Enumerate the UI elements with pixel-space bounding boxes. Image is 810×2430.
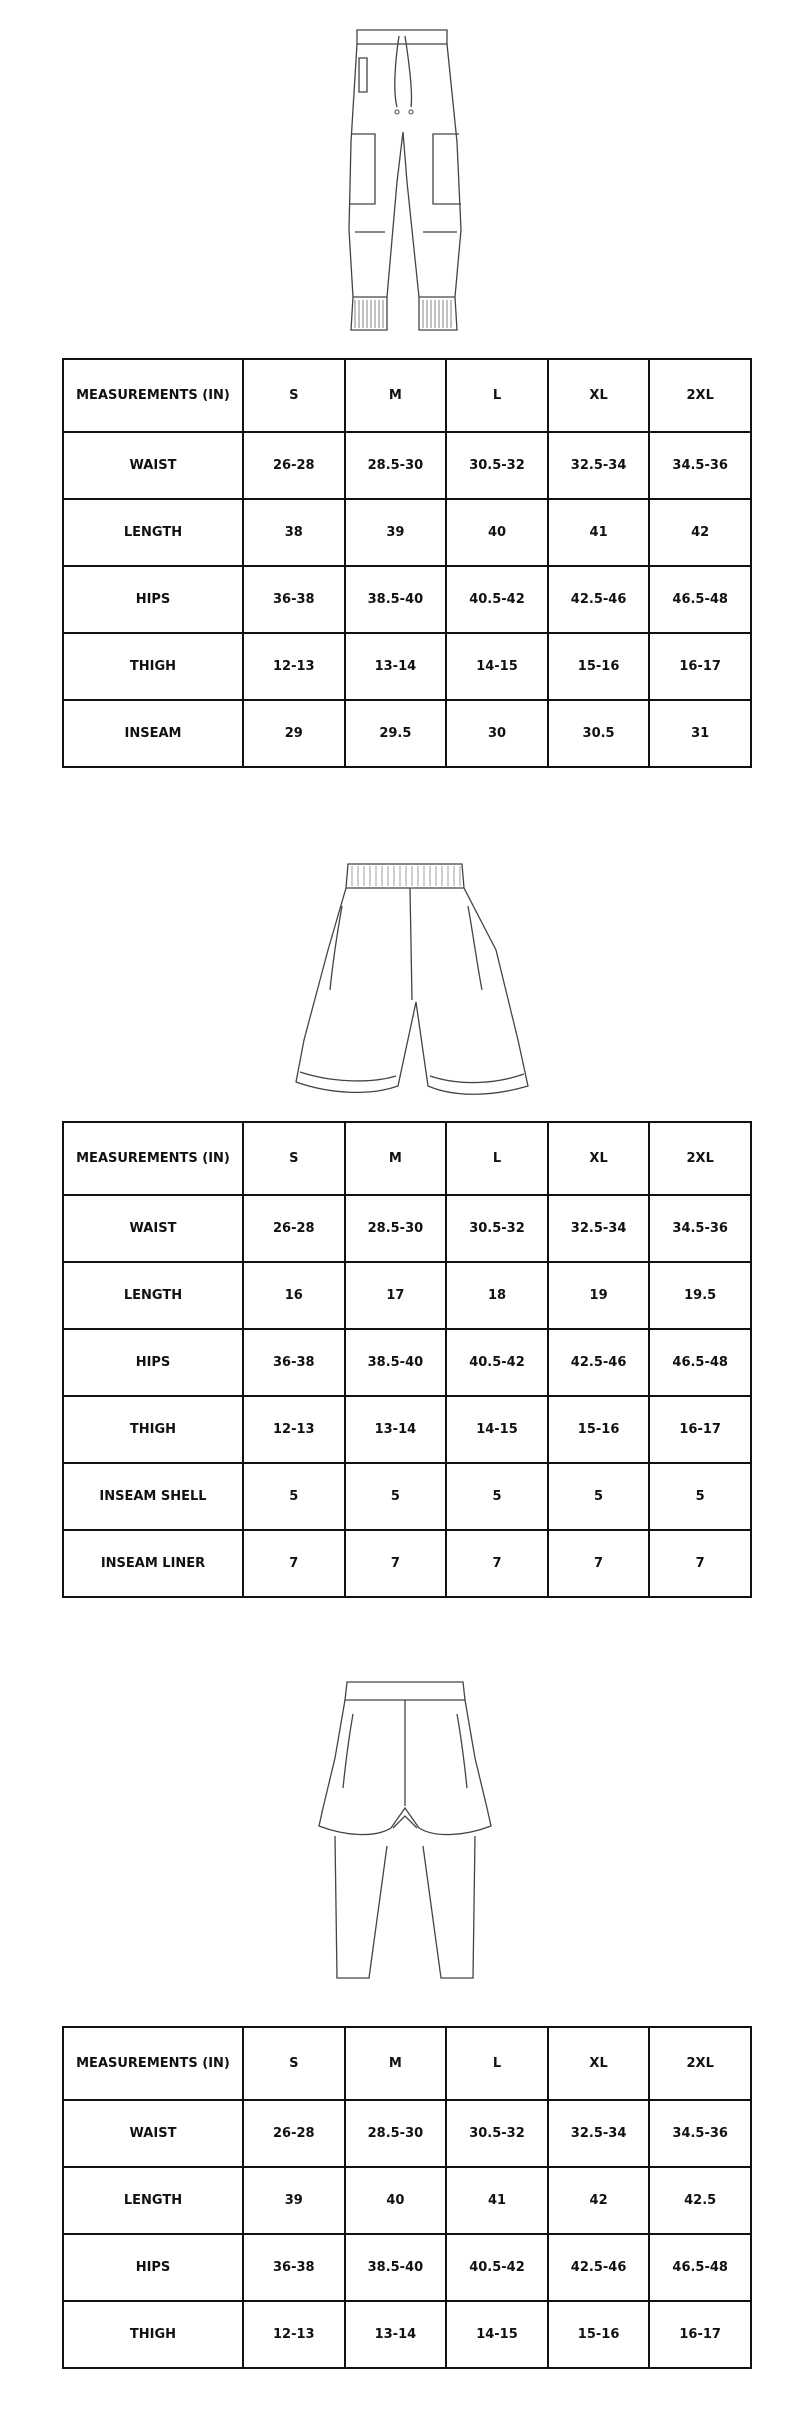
table-cell: 38.5-40: [345, 566, 447, 633]
table-cell: 30.5: [548, 700, 650, 767]
header-cell: MEASUREMENTS (IN): [63, 1122, 243, 1195]
table-cell: 26-28: [243, 432, 345, 499]
table-cell: 31: [649, 700, 751, 767]
header-cell: L: [446, 1122, 548, 1195]
table-header-row: [63, 2027, 751, 2100]
table-cell: 34.5-36: [649, 2100, 751, 2167]
table-row: [63, 1530, 751, 1597]
table-cell: 26-28: [243, 2100, 345, 2167]
table-cell: 30.5-32: [446, 432, 548, 499]
table-cell: 41: [446, 2167, 548, 2234]
table-cell: 42.5: [649, 2167, 751, 2234]
table-cell: 40: [345, 2167, 447, 2234]
table-cell: 13-14: [345, 633, 447, 700]
row-label: LENGTH: [63, 499, 243, 566]
row-label: LENGTH: [63, 2167, 243, 2234]
table-cell: 7: [446, 1530, 548, 1597]
table-cell: 13-14: [345, 2301, 447, 2368]
table-cell: 42: [548, 2167, 650, 2234]
table-cell: 30: [446, 700, 548, 767]
table-cell: 7: [649, 1530, 751, 1597]
table-cell: 5: [649, 1463, 751, 1530]
shorts-illustration: [0, 860, 810, 1100]
two-in-one-shorts-illustration: [0, 1678, 810, 1988]
table-cell: 36-38: [243, 1329, 345, 1396]
header-cell: M: [345, 1122, 447, 1195]
table-row: [63, 2301, 751, 2368]
row-label: THIGH: [63, 1396, 243, 1463]
table-cell: 7: [243, 1530, 345, 1597]
header-cell: S: [243, 1122, 345, 1195]
table-row: [63, 432, 751, 499]
table-row: [63, 1195, 751, 1262]
header-cell: 2XL: [649, 1122, 751, 1195]
table-cell: 42.5-46: [548, 1329, 650, 1396]
row-label: INSEAM SHELL: [63, 1463, 243, 1530]
table-cell: 38.5-40: [345, 2234, 447, 2301]
table-cell: 32.5-34: [548, 1195, 650, 1262]
row-label: WAIST: [63, 1195, 243, 1262]
table-cell: 16-17: [649, 2301, 751, 2368]
size-chart-table-pants: [62, 358, 752, 768]
table-cell: 40.5-42: [446, 1329, 548, 1396]
table-cell: 34.5-36: [649, 432, 751, 499]
table-cell: 40: [446, 499, 548, 566]
table-cell: 17: [345, 1262, 447, 1329]
table-cell: 39: [345, 499, 447, 566]
table-cell: 46.5-48: [649, 2234, 751, 2301]
table-cell: 16-17: [649, 633, 751, 700]
table-cell: 29.5: [345, 700, 447, 767]
jogger-pants-illustration: [0, 22, 810, 334]
table-cell: 14-15: [446, 1396, 548, 1463]
table-cell: 28.5-30: [345, 1195, 447, 1262]
header-cell: XL: [548, 1122, 650, 1195]
table-cell: 16: [243, 1262, 345, 1329]
table-header-row: [63, 1122, 751, 1195]
row-label: INSEAM LINER: [63, 1530, 243, 1597]
table-cell: 39: [243, 2167, 345, 2234]
row-label: WAIST: [63, 2100, 243, 2167]
header-cell: S: [243, 359, 345, 432]
table-row: [63, 2234, 751, 2301]
header-cell: XL: [548, 2027, 650, 2100]
size-chart-table-two-in-one: [62, 2026, 752, 2369]
row-label: THIGH: [63, 633, 243, 700]
size-chart-table-shorts: [62, 1121, 752, 1598]
table-cell: 30.5-32: [446, 2100, 548, 2167]
table-row: [63, 499, 751, 566]
row-label: INSEAM: [63, 700, 243, 767]
header-cell: MEASUREMENTS (IN): [63, 2027, 243, 2100]
shorts-icon: [270, 860, 540, 1100]
row-label: LENGTH: [63, 1262, 243, 1329]
table-cell: 46.5-48: [649, 566, 751, 633]
table-cell: 5: [548, 1463, 650, 1530]
table-row: [63, 1463, 751, 1530]
table-row: [63, 2167, 751, 2234]
table-cell: 14-15: [446, 633, 548, 700]
row-label: HIPS: [63, 1329, 243, 1396]
table-cell: 42: [649, 499, 751, 566]
table-cell: 36-38: [243, 566, 345, 633]
table-cell: 12-13: [243, 2301, 345, 2368]
header-cell: M: [345, 2027, 447, 2100]
table-row: [63, 700, 751, 767]
table-cell: 19.5: [649, 1262, 751, 1329]
header-cell: L: [446, 2027, 548, 2100]
table-cell: 40.5-42: [446, 2234, 548, 2301]
table-cell: 32.5-34: [548, 432, 650, 499]
table-cell: 7: [548, 1530, 650, 1597]
table-cell: 12-13: [243, 633, 345, 700]
table-cell: 36-38: [243, 2234, 345, 2301]
table-cell: 26-28: [243, 1195, 345, 1262]
table-cell: 38.5-40: [345, 1329, 447, 1396]
header-cell: MEASUREMENTS (IN): [63, 359, 243, 432]
table-row: [63, 2100, 751, 2167]
table-cell: 46.5-48: [649, 1329, 751, 1396]
table-row: [63, 566, 751, 633]
row-label: THIGH: [63, 2301, 243, 2368]
table-row: [63, 1396, 751, 1463]
table-cell: 28.5-30: [345, 432, 447, 499]
table-cell: 38: [243, 499, 345, 566]
table-row: [63, 1329, 751, 1396]
table-cell: 42.5-46: [548, 2234, 650, 2301]
row-label: WAIST: [63, 432, 243, 499]
table-cell: 42.5-46: [548, 566, 650, 633]
table-cell: 15-16: [548, 2301, 650, 2368]
header-cell: S: [243, 2027, 345, 2100]
header-cell: 2XL: [649, 2027, 751, 2100]
table-header-row: [63, 359, 751, 432]
table-cell: 5: [345, 1463, 447, 1530]
table-cell: 41: [548, 499, 650, 566]
table-cell: 40.5-42: [446, 566, 548, 633]
table-row: [63, 1262, 751, 1329]
table-cell: 16-17: [649, 1396, 751, 1463]
table-cell: 5: [243, 1463, 345, 1530]
table-cell: 7: [345, 1530, 447, 1597]
table-cell: 19: [548, 1262, 650, 1329]
table-cell: 18: [446, 1262, 548, 1329]
table-cell: 15-16: [548, 1396, 650, 1463]
header-cell: L: [446, 359, 548, 432]
table-cell: 29: [243, 700, 345, 767]
row-label: HIPS: [63, 2234, 243, 2301]
header-cell: M: [345, 359, 447, 432]
table-cell: 13-14: [345, 1396, 447, 1463]
table-cell: 32.5-34: [548, 2100, 650, 2167]
header-cell: 2XL: [649, 359, 751, 432]
header-cell: XL: [548, 359, 650, 432]
table-cell: 12-13: [243, 1396, 345, 1463]
table-cell: 28.5-30: [345, 2100, 447, 2167]
table-cell: 34.5-36: [649, 1195, 751, 1262]
row-label: HIPS: [63, 566, 243, 633]
two-in-one-shorts-icon: [295, 1678, 515, 1988]
table-cell: 5: [446, 1463, 548, 1530]
table-row: [63, 633, 751, 700]
table-cell: 14-15: [446, 2301, 548, 2368]
table-cell: 30.5-32: [446, 1195, 548, 1262]
table-cell: 15-16: [548, 633, 650, 700]
jogger-pants-icon: [335, 22, 475, 334]
